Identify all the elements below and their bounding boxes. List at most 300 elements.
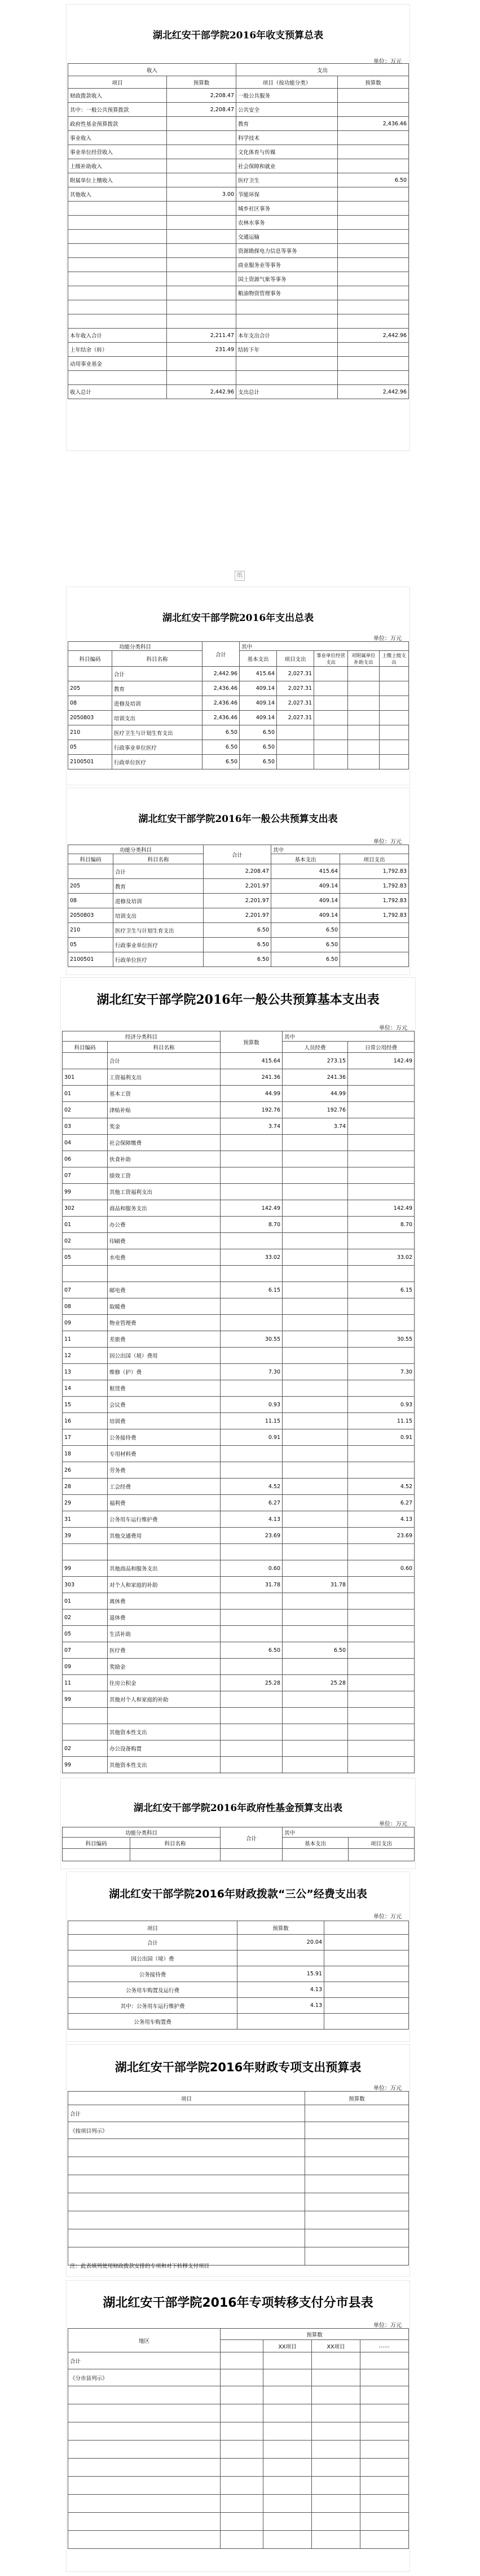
- table-cell: [283, 1446, 348, 1462]
- table-cell: 合计: [68, 1935, 237, 1950]
- table-cell: 医疗费: [108, 1642, 221, 1659]
- table-cell: [167, 258, 236, 272]
- table-row: [63, 1200, 415, 1217]
- table-cell: 17: [63, 1429, 108, 1446]
- table-cell: [283, 1380, 348, 1397]
- table-row: [63, 1577, 415, 1593]
- table-cell: 奖励金: [108, 1659, 221, 1675]
- table-cell: [338, 314, 409, 329]
- header-biz: 事业单位经营支出: [314, 651, 348, 667]
- table-cell: 409.14: [271, 879, 340, 894]
- table-cell: 公务用车购置及运行费: [68, 1982, 237, 1998]
- table-cell: [314, 755, 348, 769]
- table-cell: 其他资本性支出: [108, 1757, 221, 1773]
- table-cell: 303: [63, 1577, 108, 1593]
- table-cell: 07: [63, 1167, 108, 1184]
- table-row: [68, 879, 409, 894]
- table-cell: 30.55: [221, 1331, 283, 1348]
- table-cell: 192.76: [283, 1102, 348, 1118]
- header-of: 其中: [240, 642, 409, 651]
- page-title: 湖北红安干部学院2016年一般公共预算支出表: [138, 814, 338, 825]
- table-row: [68, 1998, 409, 2014]
- table-row: [63, 1675, 415, 1691]
- table-cell: [312, 2352, 360, 2369]
- table-cell: 动用事业基金: [68, 357, 167, 371]
- table-cell: 差旅费: [108, 1331, 221, 1348]
- table-cell: [68, 286, 167, 300]
- table-row: [68, 894, 409, 908]
- table-cell: [338, 272, 409, 286]
- table-row: [63, 1642, 415, 1659]
- table-cell: [263, 2369, 312, 2386]
- table-cell: 6.50: [240, 740, 277, 755]
- sheet-three-public: [67, 1872, 409, 2041]
- table-cell: [348, 711, 380, 725]
- table-cell: 6.50: [221, 1642, 283, 1659]
- table-row: [68, 696, 409, 711]
- table-cell: [283, 1217, 348, 1233]
- header-name: 科目名称: [113, 854, 204, 864]
- header-public: 日常公用经费: [348, 1042, 415, 1053]
- table-cell: 210: [68, 725, 112, 740]
- header-expense: 支出: [236, 64, 409, 76]
- table-cell: 26: [63, 1462, 108, 1479]
- header-basic: 基本支出: [271, 854, 340, 864]
- table-cell: [236, 314, 338, 329]
- table-cell: 福利费: [108, 1495, 221, 1511]
- table-row: [63, 1348, 415, 1364]
- header-budget: 预算数: [305, 2092, 409, 2105]
- footnote: 注：此表填列使用财政拨款安排的专项和对下转移支付项目: [70, 2263, 210, 2269]
- header-of: 其中: [283, 1031, 415, 1042]
- table-cell: 3.74: [221, 1118, 283, 1135]
- table-cell: 0.60: [348, 1560, 415, 1577]
- table-cell: [108, 1266, 221, 1282]
- table-cell: 1,792.83: [340, 908, 409, 923]
- table-cell: [221, 1757, 283, 1773]
- table-row: [63, 1069, 415, 1086]
- table-cell: [348, 1626, 415, 1642]
- table-cell: 工资福利支出: [108, 1069, 221, 1086]
- table-cell: 公务用车运行维护费: [108, 1511, 221, 1528]
- table-row: [68, 923, 409, 938]
- table-cell: [314, 725, 348, 740]
- table-cell: 241.36: [283, 1069, 348, 1086]
- table-cell: [314, 711, 348, 725]
- header-project: 项目支出: [349, 1838, 415, 1849]
- table-row: [68, 938, 409, 952]
- table-cell: 99: [63, 1184, 108, 1200]
- table-row: [68, 2122, 409, 2139]
- table-cell: [68, 202, 167, 216]
- table-cell: [380, 711, 409, 725]
- table-cell: 附属单位上缴收入: [68, 173, 167, 187]
- table-row: [63, 1544, 415, 1560]
- table-cell: 培训费: [108, 1413, 221, 1429]
- table-row: [68, 258, 409, 272]
- table-cell: 0.93: [348, 1397, 415, 1413]
- unit-label: 单位：万元: [379, 1821, 407, 1827]
- page-title: 湖北红安干部学院2016年一般公共预算基本支出表: [96, 992, 380, 1007]
- table-cell: [338, 300, 409, 314]
- general-budget-table: [68, 845, 409, 967]
- table-row: [63, 1691, 415, 1708]
- table-row: [68, 908, 409, 923]
- page-title: 湖北红安干部学院2016年支出总表: [162, 613, 314, 624]
- table-cell: 12: [63, 1348, 108, 1364]
- header-project: 项目支出: [277, 651, 314, 667]
- table-cell: 其中：一般公共预算拨款: [68, 103, 167, 117]
- basic-expense-table: [62, 1031, 415, 1773]
- table-cell: [283, 1610, 348, 1626]
- table-row: [68, 244, 409, 258]
- summary-table: [68, 63, 409, 399]
- table-row: [68, 230, 409, 244]
- table-cell: [283, 1740, 348, 1757]
- table-cell: [167, 357, 236, 371]
- table-cell: [338, 357, 409, 371]
- table-row: [63, 1282, 415, 1298]
- unit-label: 单位：万元: [373, 2085, 402, 2092]
- table-cell: [380, 681, 409, 696]
- table-cell: 6.50: [204, 923, 271, 938]
- table-cell: [263, 2352, 312, 2369]
- unit-label: 单位：万元: [373, 636, 402, 642]
- table-row: [68, 314, 409, 329]
- table-cell: 6.50: [283, 1642, 348, 1659]
- table-cell: [68, 300, 167, 314]
- sheet-special-expense: [67, 2045, 409, 2276]
- table-cell: [324, 1982, 409, 1998]
- table-cell: 11: [63, 1331, 108, 1348]
- table-cell: [283, 1151, 348, 1167]
- table-cell: [237, 1950, 324, 1966]
- table-row: [68, 187, 409, 202]
- table-row: [63, 1086, 415, 1102]
- table-cell: 科学技术: [236, 131, 338, 145]
- table-row: [68, 216, 409, 230]
- header-item: 项目: [68, 1921, 237, 1935]
- table-cell: [348, 1659, 415, 1675]
- table-cell: 其中：公务用车运行维护费: [68, 1998, 237, 2014]
- table-row: [68, 357, 409, 371]
- fund-budget-table: [62, 1827, 415, 1861]
- table-cell: 409.14: [240, 681, 277, 696]
- table-cell: [348, 1315, 415, 1331]
- table-cell: 教育: [113, 879, 204, 894]
- table-cell: 教育: [112, 681, 202, 696]
- table-row: [63, 1233, 415, 1249]
- table-cell: [283, 1413, 348, 1429]
- header-func: 功能分类科目: [63, 1827, 221, 1838]
- table-cell: 专用材料费: [108, 1446, 221, 1462]
- table-cell: [348, 1675, 415, 1691]
- transfer-table: [68, 2328, 409, 2549]
- table-row: [63, 1593, 415, 1610]
- table-cell: [68, 244, 167, 258]
- sheet-income-expense-summary: [67, 5, 409, 451]
- table-cell: 文化体育与传媒: [236, 145, 338, 159]
- table-cell: 4.13: [221, 1511, 283, 1528]
- table-cell: 04: [63, 1135, 108, 1151]
- table-cell: 公务接待费: [108, 1429, 221, 1446]
- table-cell: [283, 1724, 348, 1740]
- table-cell: [283, 1626, 348, 1642]
- table-cell: 11.15: [348, 1413, 415, 1429]
- header-personnel: 人员经费: [283, 1042, 348, 1053]
- table-row: [68, 272, 409, 286]
- table-cell: 绩效工资: [108, 1167, 221, 1184]
- table-row: [68, 173, 409, 187]
- header-code: 科目编码: [63, 1042, 108, 1053]
- table-cell: 8.70: [221, 1217, 283, 1233]
- table-cell: [348, 1708, 415, 1724]
- table-cell: 2,442.96: [202, 667, 240, 681]
- table-row: [68, 2014, 409, 2030]
- table-row: [68, 286, 409, 300]
- table-cell: [348, 1167, 415, 1184]
- table-cell: 8.70: [348, 1217, 415, 1233]
- table-cell: 205: [68, 681, 112, 696]
- table-cell: 23.69: [348, 1528, 415, 1544]
- table-cell: [221, 1593, 283, 1610]
- table-cell: 301: [63, 1069, 108, 1086]
- header-project: 项目支出: [340, 854, 409, 864]
- table-cell: 支出总计: [236, 385, 338, 399]
- table-cell: 进修及培训: [113, 894, 204, 908]
- table-cell: 培训支出: [113, 908, 204, 923]
- table-cell: 资源勘探电力信息等事务: [236, 244, 338, 258]
- table-cell: 因公出国（境）费用: [108, 1348, 221, 1364]
- table-cell: [283, 1659, 348, 1675]
- table-cell: [348, 1724, 415, 1740]
- table-row: [68, 159, 409, 173]
- table-cell: [312, 2369, 360, 2386]
- table-cell: [348, 1462, 415, 1479]
- table-cell: 15: [63, 1397, 108, 1413]
- table-cell: [348, 1593, 415, 1610]
- table-cell: [348, 1757, 415, 1773]
- table-cell: 商品和服务支出: [108, 1200, 221, 1217]
- table-row: [63, 1331, 415, 1348]
- table-row: [63, 1479, 415, 1495]
- table-cell: 邮电费: [108, 1282, 221, 1298]
- table-cell: 6.15: [348, 1282, 415, 1298]
- table-cell: 2,436.46: [202, 681, 240, 696]
- table-cell: 16: [63, 1413, 108, 1429]
- table-cell: [305, 2105, 409, 2122]
- table-cell: 6.50: [202, 725, 240, 740]
- table-cell: 公共安全: [236, 103, 338, 117]
- table-cell: [283, 1593, 348, 1610]
- table-cell: [338, 187, 409, 202]
- table-cell: [221, 1298, 283, 1315]
- table-cell: [283, 1184, 348, 1200]
- table-cell: [68, 258, 167, 272]
- table-cell: 2050803: [68, 908, 113, 923]
- table-row: [63, 1151, 415, 1167]
- table-row: [63, 1118, 415, 1135]
- table-cell: 11.15: [221, 1413, 283, 1429]
- table-cell: [348, 755, 380, 769]
- table-row: [68, 740, 409, 755]
- table-row: [68, 103, 409, 117]
- table-cell: 05: [63, 1249, 108, 1266]
- table-row: [68, 1935, 409, 1950]
- table-cell: 415.64: [221, 1053, 283, 1069]
- table-cell: 行政单位医疗: [113, 952, 204, 967]
- header-basic: 基本支出: [283, 1838, 349, 1849]
- table-cell: [380, 667, 409, 681]
- header-func: 功能分类科目: [68, 845, 204, 854]
- table-cell: [221, 1740, 283, 1757]
- table-cell: 医疗卫生与计划生育支出: [113, 923, 204, 938]
- table-cell: 公务用车购置费: [68, 2014, 237, 2030]
- table-cell: [221, 1380, 283, 1397]
- table-cell: [108, 1708, 221, 1724]
- table-cell: [283, 1429, 348, 1446]
- table-cell: [283, 1233, 348, 1249]
- table-cell: 6.50: [271, 923, 340, 938]
- table-cell: [360, 2352, 409, 2369]
- table-cell: 2,027.31: [277, 696, 314, 711]
- table-row: [68, 681, 409, 696]
- table-cell: [283, 1167, 348, 1184]
- table-cell: 33.02: [348, 1249, 415, 1266]
- table-cell: 本年收入合计: [68, 329, 167, 343]
- table-cell: 2,027.31: [277, 681, 314, 696]
- table-cell: [167, 173, 236, 187]
- table-cell: [283, 1495, 348, 1511]
- table-cell: [338, 89, 409, 103]
- header-basic: 基本支出: [240, 651, 277, 667]
- table-cell: [348, 696, 380, 711]
- table-cell: 合计: [68, 2352, 221, 2369]
- table-cell: 行政事业单位医疗: [113, 938, 204, 952]
- table-row: [68, 131, 409, 145]
- table-cell: [348, 1446, 415, 1462]
- header-total: 合计: [204, 845, 271, 864]
- table-cell: [338, 145, 409, 159]
- table-cell: [283, 1315, 348, 1331]
- header-total: 合计: [202, 642, 240, 667]
- table-row: [63, 1184, 415, 1200]
- table-cell: [324, 2014, 409, 2030]
- table-cell: 国土资源气象等事务: [236, 272, 338, 286]
- table-cell: [283, 1266, 348, 1282]
- header-budget-expense: 预算数: [338, 76, 409, 89]
- table-cell: [338, 159, 409, 173]
- expense-table: [68, 641, 409, 769]
- table-cell: 23.69: [221, 1528, 283, 1544]
- table-cell: [68, 667, 112, 681]
- table-cell: [283, 1282, 348, 1298]
- table-cell: 租赁费: [108, 1380, 221, 1397]
- table-cell: 99: [63, 1757, 108, 1773]
- header-name: 科目名称: [112, 651, 202, 667]
- table-cell: 08: [68, 894, 113, 908]
- table-cell: 18: [63, 1446, 108, 1462]
- table-row: [63, 1495, 415, 1511]
- table-cell: [68, 230, 167, 244]
- table-cell: 2,027.31: [277, 711, 314, 725]
- table-cell: [167, 314, 236, 329]
- header-item-func: 项目（按功能分类）: [236, 76, 338, 89]
- table-cell: [380, 696, 409, 711]
- table-cell: 会议费: [108, 1397, 221, 1413]
- header-func: 功能分类科目: [68, 642, 202, 651]
- table-cell: [167, 371, 236, 385]
- table-cell: 6.50: [271, 938, 340, 952]
- table-row: [63, 1380, 415, 1397]
- table-cell: 14: [63, 1380, 108, 1397]
- table-row: [68, 329, 409, 343]
- table-row: [68, 371, 409, 385]
- table-cell: 02: [63, 1740, 108, 1757]
- table-cell: 1,792.83: [340, 879, 409, 894]
- header-budget: 预算数: [237, 1921, 324, 1935]
- table-cell: [338, 258, 409, 272]
- table-cell: 192.76: [221, 1102, 283, 1118]
- header-of: 其中: [271, 845, 409, 854]
- table-cell: [221, 1610, 283, 1626]
- table-row: [63, 1708, 415, 1724]
- table-cell: 其他商品和服务支出: [108, 1560, 221, 1577]
- table-cell: 教育: [236, 117, 338, 131]
- table-cell: 2050803: [68, 711, 112, 725]
- table-cell: 0.91: [348, 1429, 415, 1446]
- table-cell: 241.36: [221, 1069, 283, 1086]
- table-cell: [338, 202, 409, 216]
- table-cell: [63, 1266, 108, 1282]
- table-cell: [348, 681, 380, 696]
- table-cell: 公务接待费: [68, 1966, 237, 1982]
- unit-label: 单位：万元: [373, 59, 402, 65]
- table-cell: 05: [68, 740, 112, 755]
- table-cell: 0.91: [221, 1429, 283, 1446]
- table-row: [63, 1626, 415, 1642]
- table-cell: [283, 1560, 348, 1577]
- table-cell: 20.04: [237, 1935, 324, 1950]
- table-row: [63, 1413, 415, 1429]
- table-row: [63, 1298, 415, 1315]
- table-cell: 4.13: [237, 1998, 324, 2014]
- table-cell: [221, 1724, 283, 1740]
- table-cell: 0.60: [221, 1560, 283, 1577]
- header-sub: 对附属单位补助支出: [348, 651, 380, 667]
- table-cell: [348, 1691, 415, 1708]
- table-row: [68, 300, 409, 314]
- table-cell: 6.50: [240, 725, 277, 740]
- table-row: [63, 1511, 415, 1528]
- table-cell: [314, 696, 348, 711]
- header-project-1: XX项目: [263, 2340, 312, 2352]
- table-cell: [236, 357, 338, 371]
- table-row: [63, 1266, 415, 1282]
- table-cell: [221, 1135, 283, 1151]
- table-cell: 2,211.47: [167, 329, 236, 343]
- table-cell: [340, 938, 409, 952]
- table-cell: [283, 1479, 348, 1495]
- table-cell: 01: [63, 1086, 108, 1102]
- table-cell: 205: [68, 879, 113, 894]
- table-cell: 210: [68, 923, 113, 938]
- table-cell: 2,201.97: [204, 908, 271, 923]
- table-cell: 行政事业单位医疗: [112, 740, 202, 755]
- table-cell: 6.50: [338, 173, 409, 187]
- table-cell: [338, 286, 409, 300]
- table-cell: [338, 343, 409, 357]
